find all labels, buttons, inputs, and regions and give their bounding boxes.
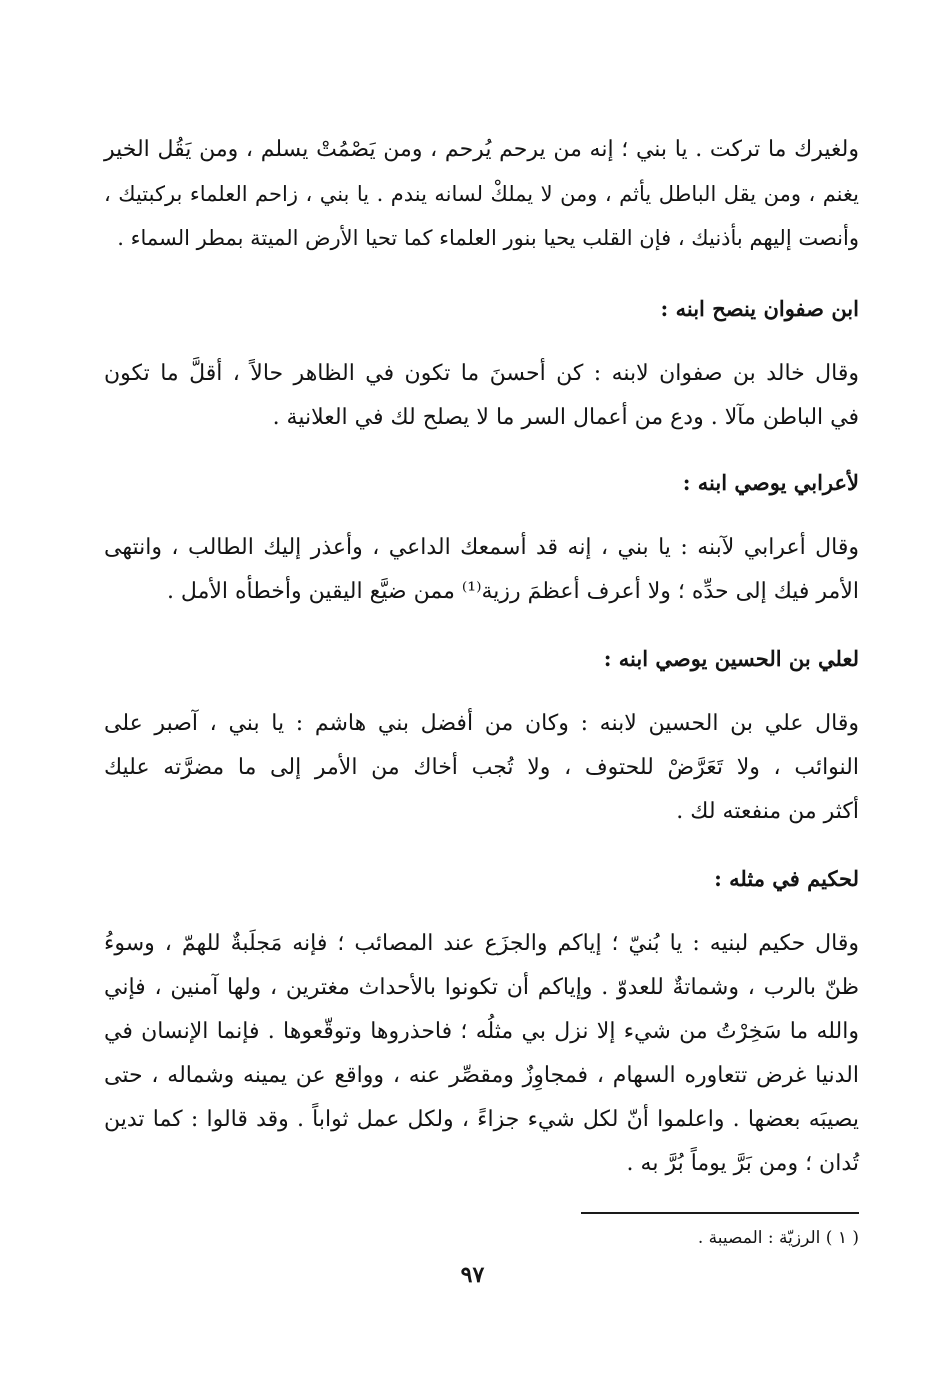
paragraph-line: الأمر فيك إلى حدِّه ؛ ولا أعرف أعظمَ رزية⁽¹⁾ ممن ضيَّع اليقين وأخطأه الأمل .	[166, 579, 859, 604]
section-heading: لعلي بن الحسين يوصي ابنه :	[603, 646, 859, 671]
section-heading: لحكيم في مثله :	[714, 866, 859, 891]
paragraph-line: النوائب ، ولا تَعَرَّضْ للحتوف ، ولا تُجب أخاك من الأمر إلى ما مضرَّته عليك	[104, 755, 859, 780]
paragraph-line: في الباطن مآلا . ودع من أعمال السر ما لا يصلح لك في العلانية .	[272, 405, 859, 430]
footnote-divider	[581, 1212, 859, 1214]
footnote: ( ١ ) الرزيّة : المصيبة .	[697, 1228, 859, 1248]
section-paragraph	[104, 922, 859, 1186]
paragraph-line: يصيبَه بعضها . واعلموا أنّ لكل شيء جزاءً ، ولكل عمل ثواباً . وقد قالوا : كما تدين	[104, 1107, 859, 1132]
section-paragraph	[104, 352, 859, 440]
paragraph-line: وقال أعرابي لآبنه : يا بني ، إنه قد أسمعك الداعي ، وأعذر إليك الطالب ، وانتهى	[104, 535, 859, 560]
page-number: ٩٧	[460, 1262, 485, 1288]
paragraph-line: والله ما سَخِرْتُ من شيء إلا نزل بي مثلُه ؛ فاحذروها وتوقّعوها . فإنما الإنسان في	[104, 1019, 859, 1044]
section-paragraph	[104, 526, 859, 614]
paragraph-line: تُدان ؛ ومن بَرَّ يوماً بُرَّ به .	[626, 1151, 859, 1176]
paragraph-line: يغنم ، ومن يقل الباطل يأثم ، ومن لا يملكْ لسانه يندم . يا بني ، زاحم العلماء بركبتيك ،	[104, 182, 859, 206]
paragraph-line: وقال خالد بن صفوان لابنه : كن أحسنَ ما تكون في الظاهر حالاً ، أقلَّ ما تكون	[104, 361, 859, 386]
paragraph-line: وأنصت إليهم بأذنيك ، فإن القلب يحيا بنور العلماء كما تحيا الأرض الميتة بمطر السماء .	[117, 226, 859, 250]
paragraph-line: وقال حكيم لبنيه : يا بُنيّ ؛ إياكم والجزَع عند المصائب ؛ فإنه مَجلَبةٌ للهمّ ، وسوءُ	[104, 931, 859, 956]
paragraph-line: ظنّ بالرب ، وشماتةٌ للعدوّ . وإياكم أن تكونوا بالأحداث مغترين ، ولها آمنين ، فإني	[104, 975, 859, 1000]
intro-paragraph	[104, 128, 859, 260]
section-heading: لأعرابي يوصي ابنه :	[682, 470, 859, 495]
paragraph-line: وقال علي بن الحسين لابنه : وكان من أفضل بني هاشم : يا بني ، آصبر على	[104, 711, 859, 736]
paragraph-line: أكثر من منفعته لك .	[676, 799, 859, 824]
section-heading: ابن صفوان ينصح ابنه :	[660, 296, 859, 321]
paragraph-line: الدنيا غرض تتعاوره السهام ، فمجاوِزٌ ومقصِّر عنه ، وواقع عن يمينه وشماله ، حتى	[104, 1063, 859, 1088]
section-paragraph	[104, 702, 859, 834]
paragraph-line: ولغيرك ما تركت . يا بني ؛ إنه من يرحم يُرحم ، ومن يَصْمُتْ يسلم ، ومن يَقُل الخير	[104, 137, 859, 162]
